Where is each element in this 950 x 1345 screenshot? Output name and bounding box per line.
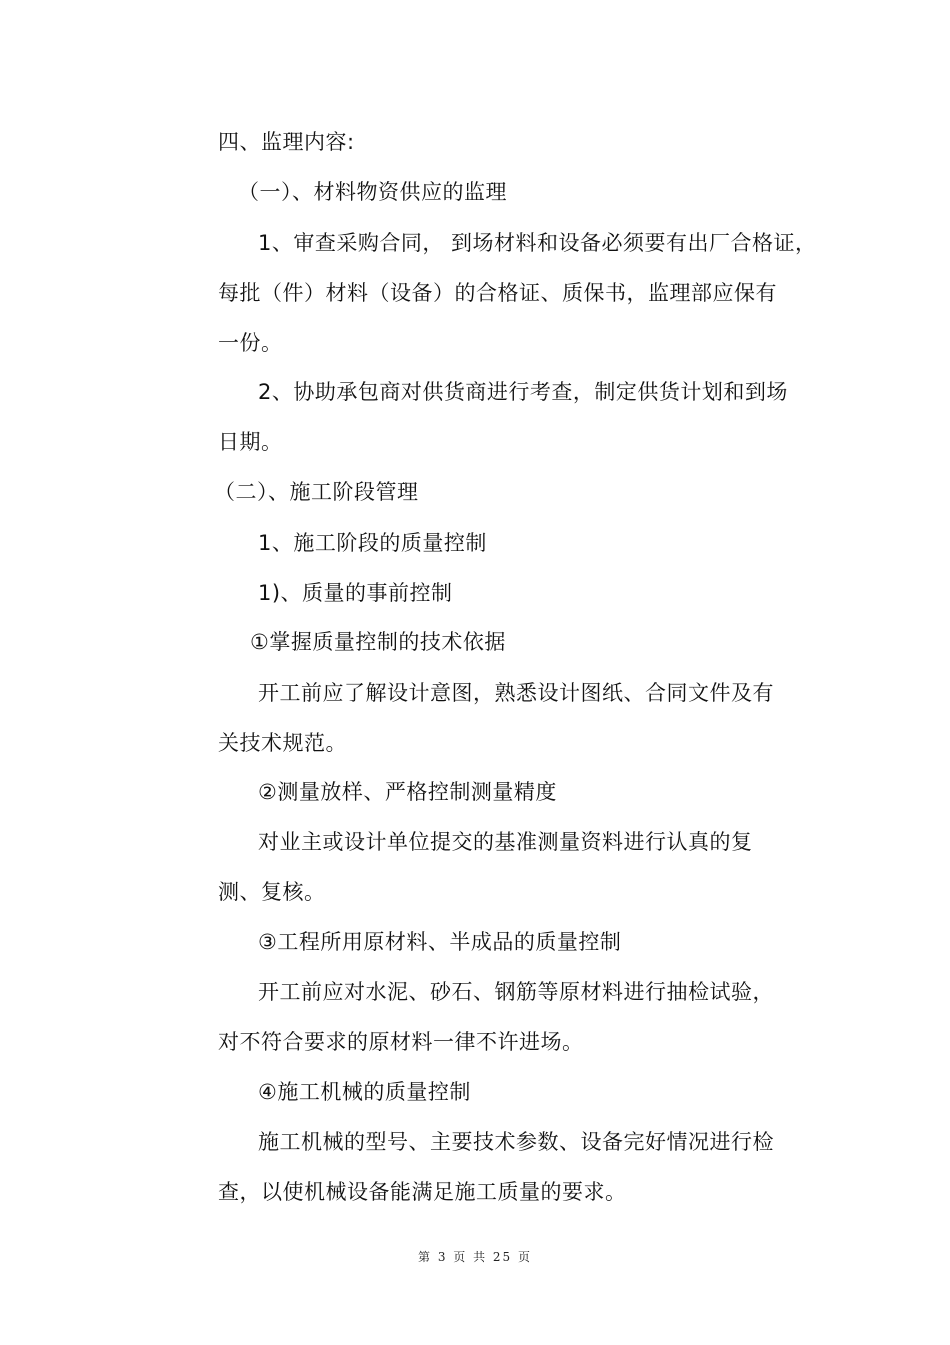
paragraph-line: 对业主或设计单位提交的基准测量资料进行认真的复 (258, 830, 753, 854)
page-footer: 第 3 页 共 25 页 (418, 1250, 532, 1264)
item-heading: ①掌握质量控制的技术依据 (250, 630, 506, 654)
subsection-heading: （二）、施工阶段管理 (214, 480, 419, 504)
item-heading: 1、施工阶段的质量控制 (258, 531, 487, 555)
paragraph-line: 日期。 (218, 430, 283, 454)
paragraph-line: 测、复核。 (218, 880, 326, 904)
paragraph-line: 一份。 (218, 331, 283, 355)
item-heading: ②测量放样、严格控制测量精度 (258, 780, 557, 804)
paragraph-line: 2、协助承包商对供货商进行考查，制定供货计划和到场 (258, 380, 788, 404)
paragraph-line: 开工前应了解设计意图，熟悉设计图纸、合同文件及有 (258, 681, 774, 705)
item-heading: 1)、质量的事前控制 (258, 581, 453, 605)
paragraph-line: 每批（件）材料（设备）的合格证、质保书，监理部应保有 (218, 281, 777, 305)
paragraph-line: 对不符合要求的原材料一律不许进场。 (218, 1030, 584, 1054)
paragraph-line: 1、审查采购合同， 到场材料和设备必须要有出厂合格证， (258, 231, 817, 255)
item-heading: ③工程所用原材料、半成品的质量控制 (258, 930, 622, 954)
paragraph-line: 开工前应对水泥、砂石、钢筋等原材料进行抽检试验， (258, 980, 774, 1004)
paragraph-line: 施工机械的型号、主要技术参数、设备完好情况进行检 (258, 1130, 774, 1154)
paragraph-line: 查，以使机械设备能满足施工质量的要求。 (218, 1180, 627, 1204)
section-heading: 四、监理内容: (218, 130, 355, 154)
paragraph-line: 关技术规范。 (218, 731, 347, 755)
item-heading: ④施工机械的质量控制 (258, 1080, 471, 1104)
subsection-heading: （一）、材料物资供应的监理 (238, 180, 507, 204)
